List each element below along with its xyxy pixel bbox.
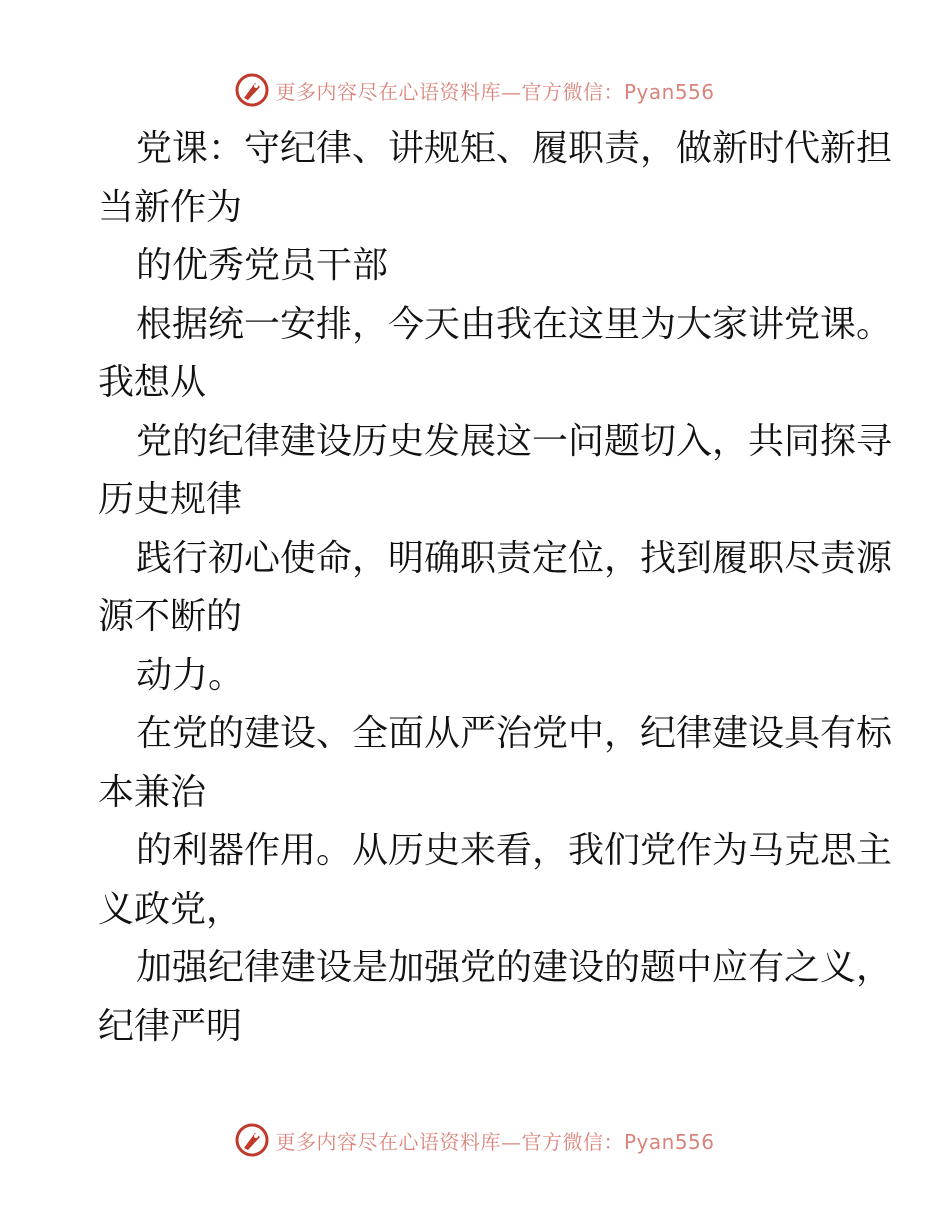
- text-line: 义政党，: [98, 888, 243, 930]
- text-line: 加强纪律建设是加强党的建设的题中应有之义，: [136, 947, 893, 988]
- watermark-wechat-id: Pyan556: [623, 79, 715, 104]
- pen-nib-logo-icon: [235, 73, 269, 107]
- text-line: 根据统一安排，今天由我在这里为大家讲党课。: [136, 303, 893, 345]
- text-line: 的利器作用。从历史来看，我们党作为马克思主: [136, 830, 893, 871]
- text-line: 动力。: [136, 654, 245, 696]
- watermark-text: [275, 1126, 714, 1155]
- text-line: 的优秀党员干部: [136, 245, 389, 286]
- header-watermark: [0, 70, 950, 110]
- text-line: 我想从: [98, 362, 207, 403]
- text-line: 纪律严明: [98, 1005, 243, 1047]
- text-line: 源不断的: [98, 596, 243, 637]
- watermark-prefix: 更多内容尽在心语资料库—官方微信：: [275, 1129, 624, 1154]
- watermark-wechat-id: Pyan556: [623, 1129, 715, 1154]
- text-line: 当新作为: [98, 186, 243, 228]
- text-line: 本兼治: [98, 771, 207, 813]
- document-body: [98, 120, 893, 1056]
- pen-nib-logo-icon: [235, 1123, 269, 1157]
- watermark-text: [275, 76, 714, 105]
- text-line: 党的纪律建设历史发展这一问题切入，共同探寻: [136, 420, 893, 462]
- text-line: 党课：守纪律、讲规矩、履职责，做新时代新担: [136, 128, 893, 169]
- footer-watermark: [0, 1120, 950, 1160]
- text-line: 践行初心使命，明确职责定位，找到履职尽责源: [136, 537, 893, 579]
- text-line: 在党的建设、全面从严治党中，纪律建设具有标: [136, 713, 893, 754]
- text-line: 历史规律: [98, 479, 243, 520]
- watermark-prefix: 更多内容尽在心语资料库—官方微信：: [275, 79, 624, 104]
